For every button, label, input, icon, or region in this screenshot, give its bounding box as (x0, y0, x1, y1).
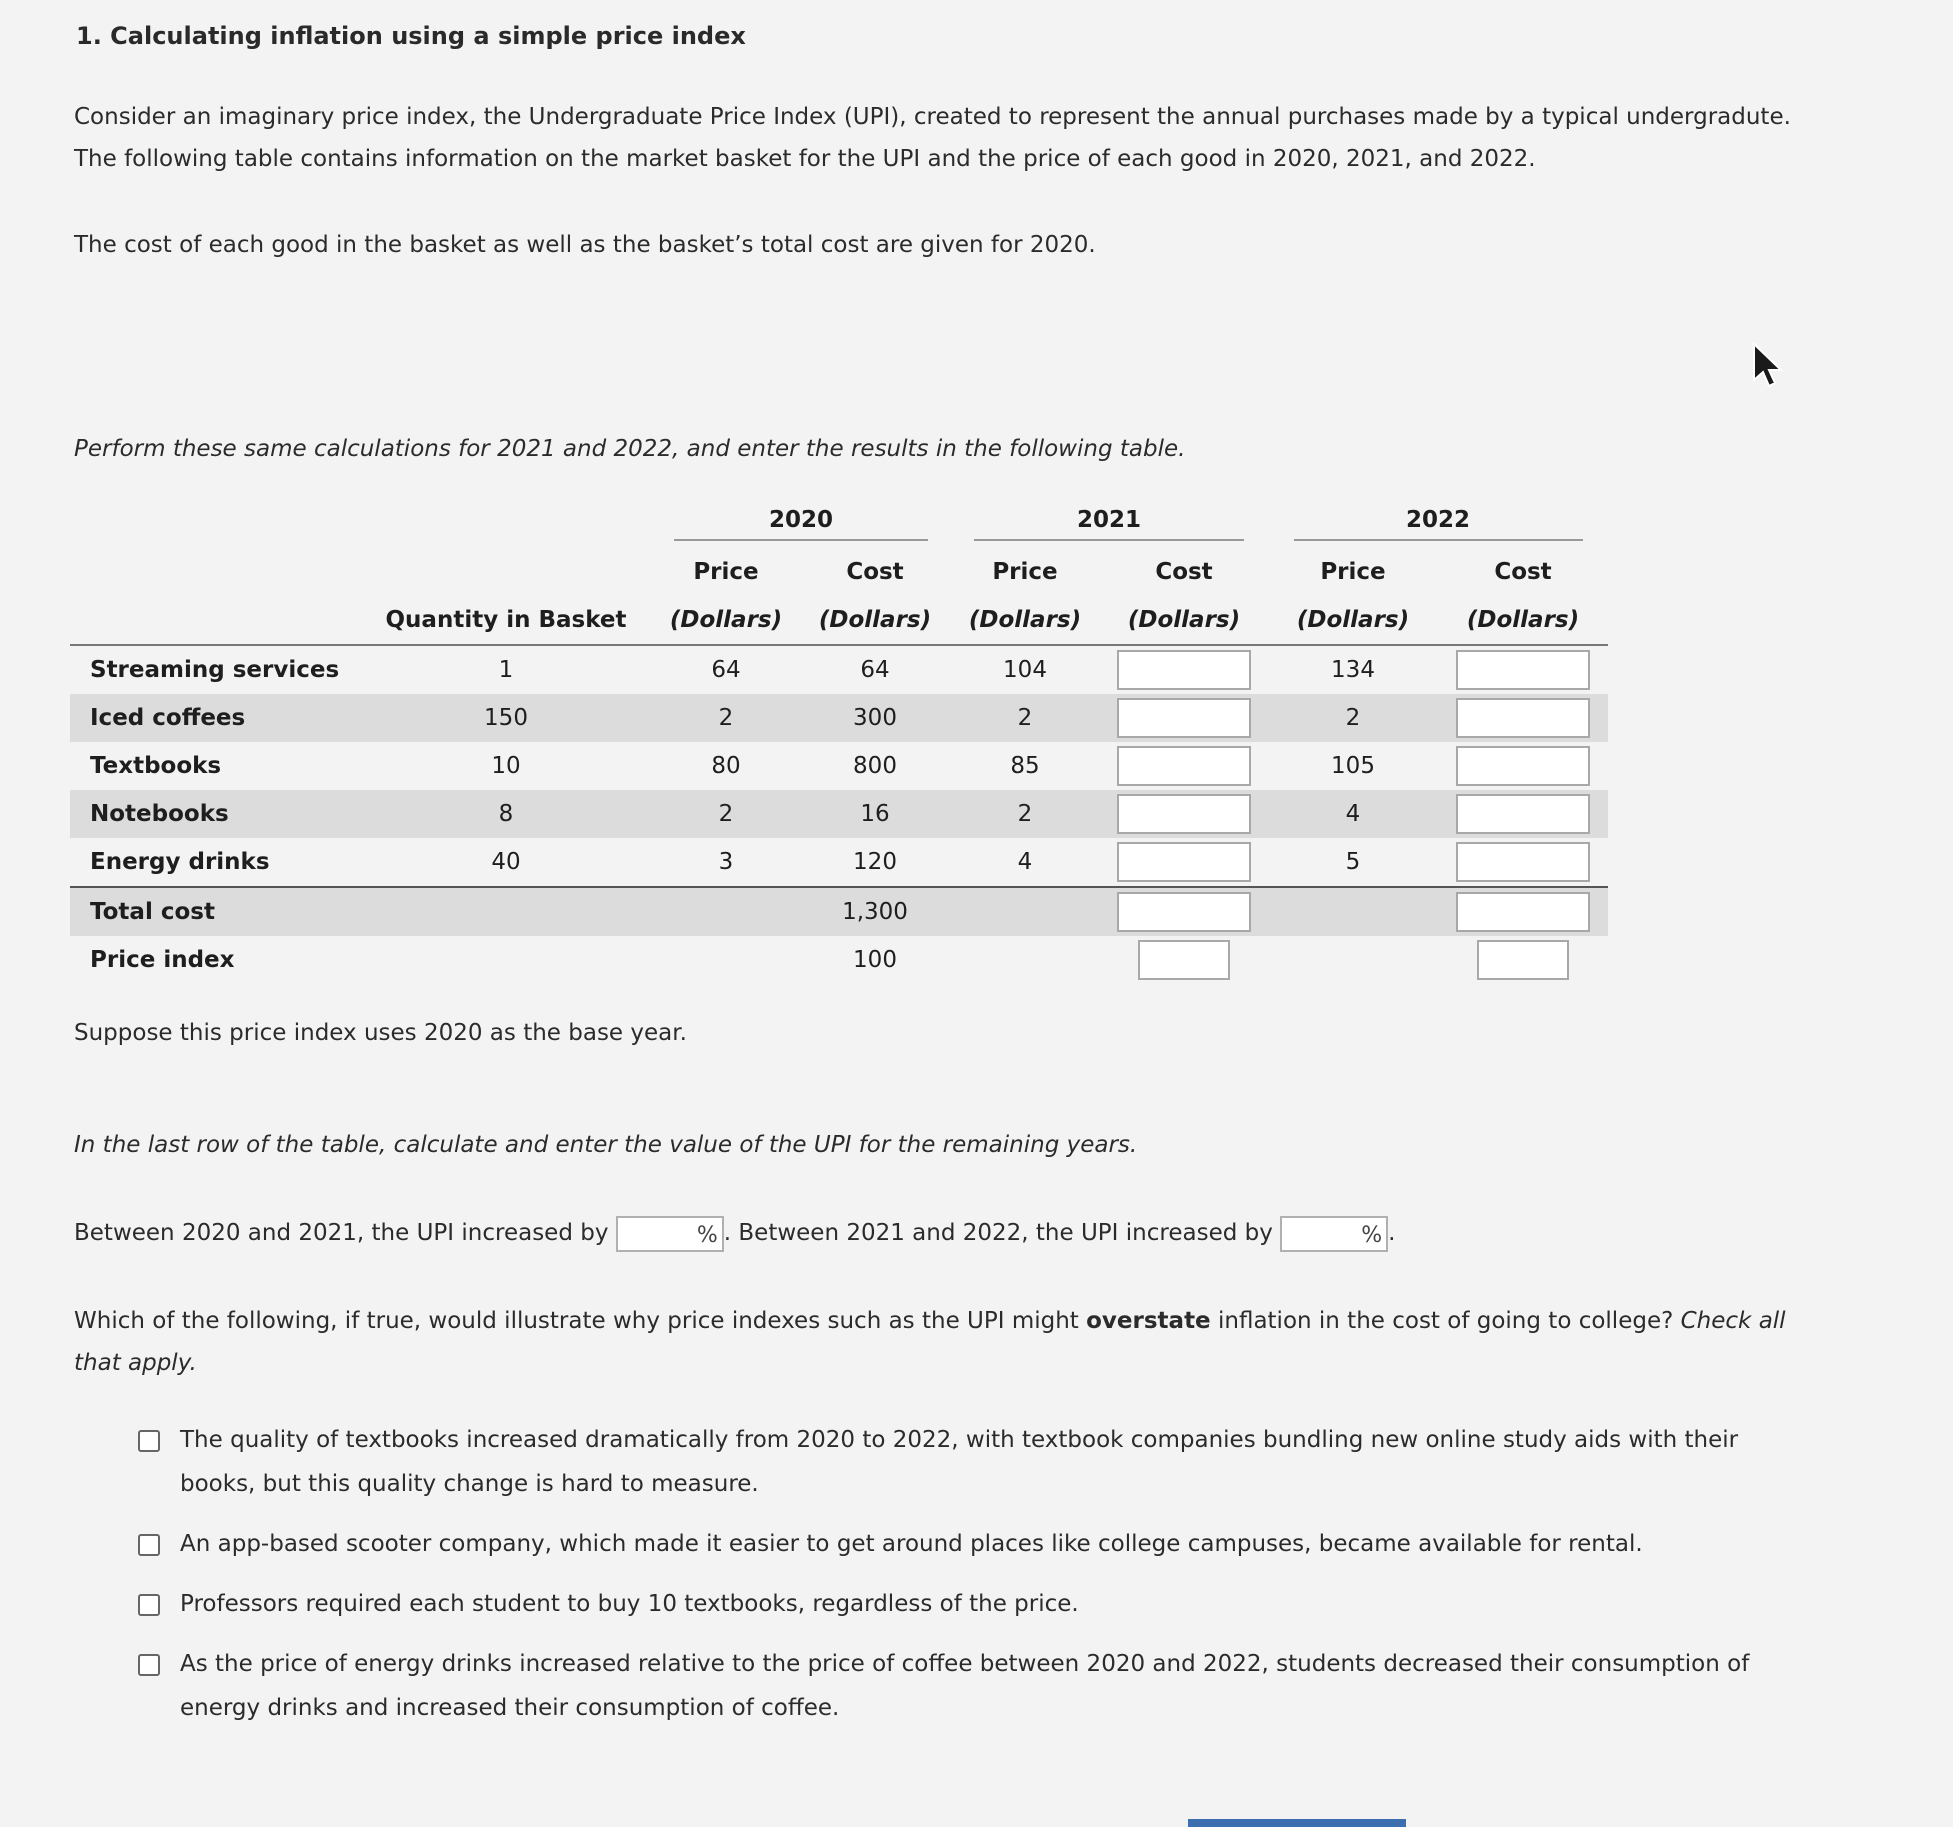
quantity-cell: 10 (491, 753, 521, 779)
price-2021-cell: 2 (950, 790, 1100, 838)
table-row (70, 838, 1608, 887)
price-2020-cell: 2 (652, 694, 800, 742)
cost-2021-cell (1100, 645, 1268, 694)
cost-2021-input[interactable] (1117, 650, 1251, 690)
cost-2020-cell: 64 (860, 657, 890, 683)
table-row (70, 790, 1608, 838)
cost-2022-input[interactable] (1456, 650, 1590, 690)
cost-2020-cell: 120 (853, 849, 897, 875)
row-label: Energy drinks (90, 849, 270, 875)
quantity-cell: 8 (360, 790, 652, 838)
unit-cost-2021: (Dollars) (1100, 596, 1268, 645)
col-cost-2021: Cost (1155, 559, 1213, 585)
quantity-cell: 150 (360, 694, 652, 742)
price-2021-cell: 85 (1010, 753, 1040, 779)
price-index-label: Price index (90, 947, 235, 973)
checkbox-icon[interactable] (138, 1534, 160, 1556)
cost-2020-cell: 16 (800, 790, 950, 838)
increase-2022-input[interactable] (1280, 1216, 1388, 1252)
table-row (70, 694, 1608, 742)
base-year-text: Suppose this price index uses 2020 as the base year. (74, 1020, 687, 1046)
total-cost-label: Total cost (70, 887, 360, 936)
unit-price-2022: (Dollars) (1268, 596, 1438, 645)
increase-text-2: . Between 2021 and 2022, the UPI increased by (723, 1220, 1273, 1246)
price-index-2020: 100 (853, 947, 897, 973)
year-header-2021: 2021 (950, 500, 1268, 548)
row-label: Textbooks (90, 753, 222, 779)
price-index-2021-input[interactable] (1138, 940, 1230, 980)
quantity-cell: 1 (498, 657, 514, 683)
cost-2020-cell: 300 (800, 694, 950, 742)
row-label: Notebooks (70, 790, 360, 838)
table-row (70, 742, 1608, 790)
intro-line-3: The cost of each good in the basket as well as the basket’s total cost are given for 2020. (74, 232, 1096, 258)
price-2022-cell: 5 (1345, 849, 1361, 875)
price-2020-cell: 64 (711, 657, 741, 683)
col-cost-2022: Cost (1494, 559, 1552, 585)
col-quantity: Quantity in Basket (360, 596, 652, 645)
table-instruction: Perform these same calculations for 2021 and 2022, and enter the results in the following table. (74, 436, 1186, 462)
cost-2021-input[interactable] (1117, 698, 1251, 738)
row-label: Streaming services (90, 657, 340, 683)
unit-price-2020: (Dollars) (652, 596, 800, 645)
col-cost-2020: Cost (846, 559, 904, 585)
cost-2022-cell (1438, 694, 1608, 742)
price-2021-cell: 4 (1017, 849, 1033, 875)
cost-2022-cell (1438, 742, 1608, 790)
cost-2022-cell (1438, 645, 1608, 694)
cost-2021-input[interactable] (1117, 842, 1251, 882)
cost-2020-cell: 800 (853, 753, 897, 779)
option-energy-drinks[interactable]: As the price of energy drinks increased relative to the price of coffee between 2020 and 2022, students decreased their consumption of energy drinks and increased their consumption of coffee. (138, 1642, 1758, 1730)
total-cost-row (70, 887, 1608, 936)
price-2020-cell: 80 (711, 753, 741, 779)
price-2022-cell: 4 (1268, 790, 1438, 838)
table-row (70, 645, 1608, 694)
option-scooter-company[interactable]: An app-based scooter company, which made it easier to get around places like college campuses, became available for rental. (138, 1522, 1758, 1566)
mouse-pointer-icon (1750, 342, 1784, 394)
cost-2022-input[interactable] (1456, 746, 1590, 786)
cost-2021-cell (1100, 694, 1268, 742)
price-2020-cell: 2 (652, 790, 800, 838)
row-label: Iced coffees (70, 694, 360, 742)
cost-2022-input[interactable] (1456, 842, 1590, 882)
price-index-2022-input[interactable] (1477, 940, 1569, 980)
year-header-2022: 2022 (1268, 500, 1608, 548)
total-cost-2020: 1,300 (800, 887, 950, 936)
checkbox-icon[interactable] (138, 1594, 160, 1616)
option-quality-textbooks[interactable]: The quality of textbooks increased dramatically from 2020 to 2022, with textbook companies bundling new online study aids with their books, but this quality change is hard to measure. (138, 1418, 1758, 1506)
upi-increase-sentence (74, 1212, 1794, 1254)
price-2021-cell: 2 (950, 694, 1100, 742)
overstate-question: Which of the following, if true, would illustrate why price indexes such as the UPI might overstate inflation in the cost of going to college? Check all that apply. (74, 1308, 1786, 1376)
option-professors-textbooks[interactable]: Professors required each student to buy 10 textbooks, regardless of the price. (138, 1582, 1758, 1626)
intro-paragraph (74, 96, 1794, 180)
price-2022-cell: 134 (1331, 657, 1375, 683)
intro-line-2: The following table contains information on the market basket for the UPI and the price of each good in 2020, 2021, and 2022. (74, 146, 1536, 172)
price-2022-cell: 2 (1268, 694, 1438, 742)
col-price-2022: Price (1320, 559, 1386, 585)
answer-options (138, 1418, 1758, 1746)
upi-table (70, 500, 1608, 984)
unit-cost-2022: (Dollars) (1438, 596, 1608, 645)
cost-2022-cell (1438, 790, 1608, 838)
increase-text-1: Between 2020 and 2021, the UPI increased by (74, 1220, 609, 1246)
cost-2022-cell (1438, 838, 1608, 887)
bottom-progress-bar (1188, 1819, 1406, 1827)
unit-cost-2020: (Dollars) (800, 596, 950, 645)
price-2021-cell: 104 (1003, 657, 1047, 683)
cost-2021-cell (1100, 838, 1268, 887)
cost-2022-input[interactable] (1456, 794, 1590, 834)
intro-line-1: Consider an imaginary price index, the Undergraduate Price Index (UPI), created to represent the annual purchases made by a typical undergradute. (74, 104, 1791, 130)
total-cost-2021-input[interactable] (1117, 892, 1251, 932)
year-header-2020: 2020 (652, 500, 950, 548)
cost-2021-cell (1100, 742, 1268, 790)
checkbox-icon[interactable] (138, 1430, 160, 1452)
price-2022-cell: 105 (1331, 753, 1375, 779)
unit-price-2021: (Dollars) (950, 596, 1100, 645)
col-price-2020: Price (693, 559, 759, 585)
total-cost-2022-input[interactable] (1456, 892, 1590, 932)
cost-2021-cell (1100, 790, 1268, 838)
quantity-cell: 40 (491, 849, 521, 875)
checkbox-icon[interactable] (138, 1654, 160, 1676)
col-price-2021: Price (992, 559, 1058, 585)
increase-2021-input[interactable] (616, 1216, 724, 1252)
last-row-instruction: In the last row of the table, calculate and enter the value of the UPI for the remaining years. (74, 1132, 1138, 1158)
percent-sign: % (696, 1222, 718, 1248)
price-2020-cell: 3 (718, 849, 734, 875)
price-index-row (70, 936, 1608, 984)
cost-2021-input[interactable] (1117, 746, 1251, 786)
cost-2022-input[interactable] (1456, 698, 1590, 738)
cost-2021-input[interactable] (1117, 794, 1251, 834)
increase-text-end: . (1388, 1220, 1396, 1246)
percent-sign: % (1361, 1222, 1383, 1248)
question-title: 1. Calculating inflation using a simple price index (76, 22, 746, 50)
